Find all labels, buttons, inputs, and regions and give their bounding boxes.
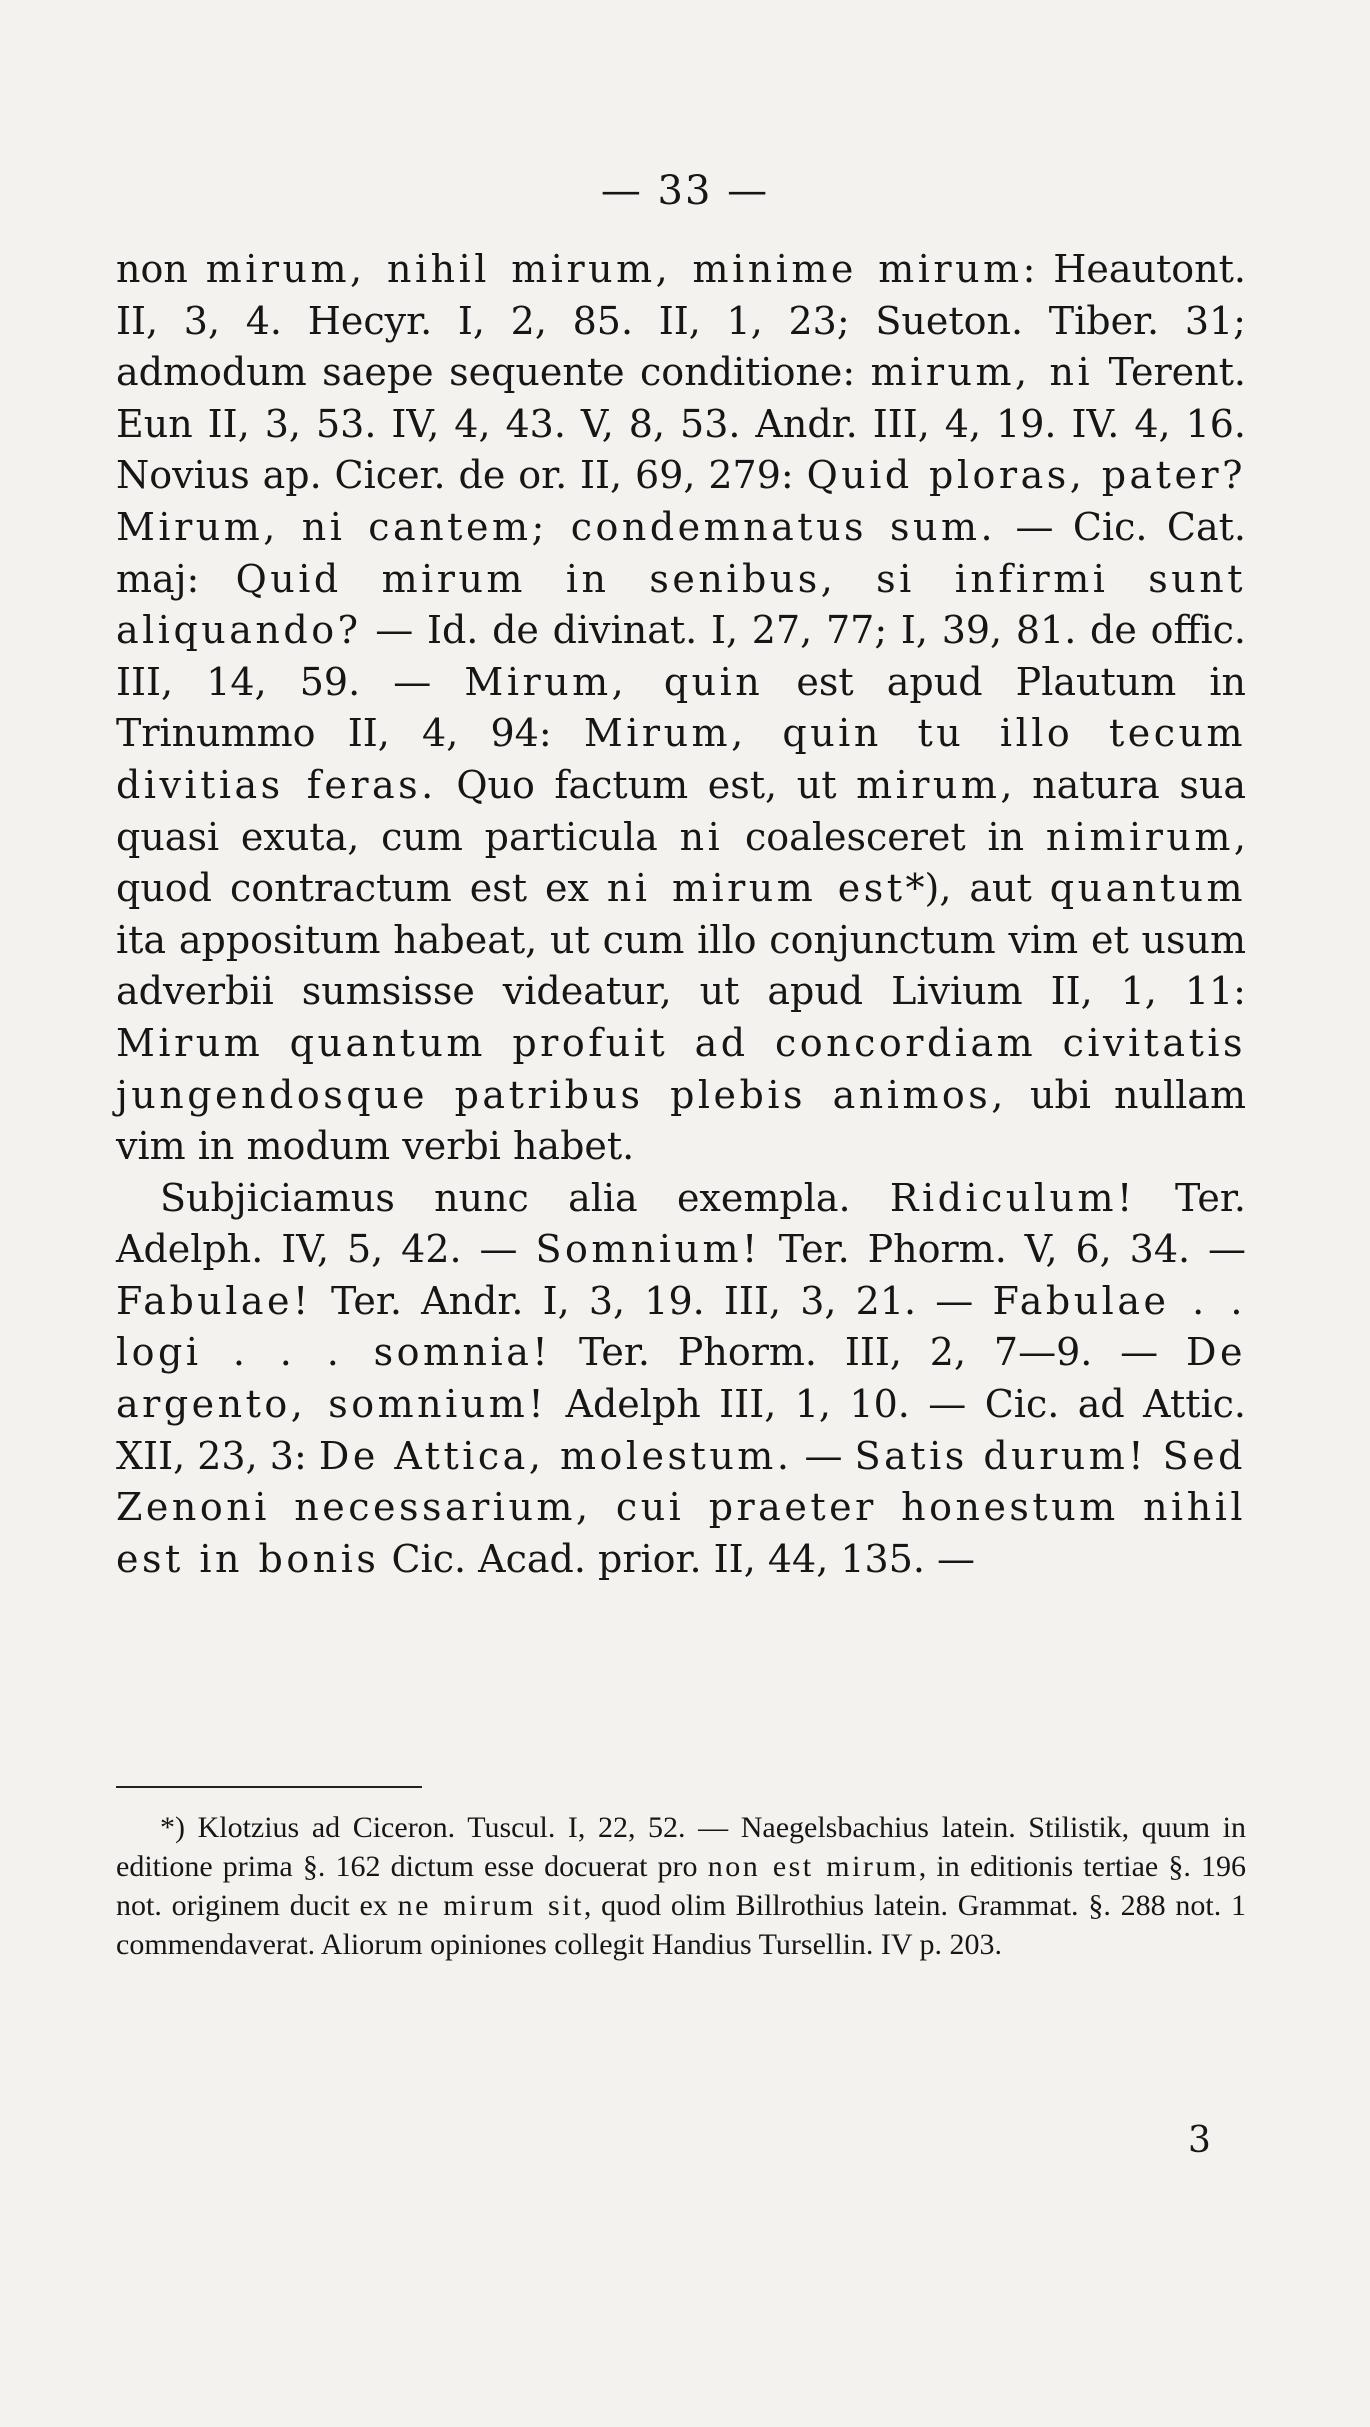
page-number-header: — 33 — bbox=[600, 168, 770, 214]
text-run: Quo factum est, ut bbox=[436, 762, 857, 807]
text-run: *) Klotzius ad Ciceron. Tuscul. I, 22, 52. — Naegelsbachius latein. Stilistik, quum in editione prima §. 162 dictum esse docuerat pro bbox=[116, 1811, 1246, 1883]
footnote-divider bbox=[116, 1786, 422, 1788]
text-run: coalesceret in bbox=[723, 814, 1046, 859]
text-run: Subjiciamus nunc alia exempla. bbox=[160, 1175, 890, 1220]
spaced-text: Fabulae . . logi . . . somnia! bbox=[116, 1278, 1246, 1375]
text-run: Ter. Phorm. V, 6, 34. — bbox=[760, 1227, 1246, 1272]
spaced-text: De Attica, molestum. bbox=[318, 1433, 793, 1478]
text-run: Ter. Andr. I, 3, 19. III, 3, 21. — bbox=[311, 1278, 993, 1323]
main-text bbox=[116, 244, 1246, 1585]
spaced-text: Somnium! bbox=[535, 1227, 761, 1272]
text-run: Terent. Eun II, 3, 53. IV, 4, 43. V, 8, 53. Andr. III, 4, 19. IV. 4, 16. Novius ap. Cicer. de or. II, 69, 279: bbox=[116, 350, 1246, 498]
text-run: : Heautont. II, 3, 4. Hecyr. I, 2, 85. II, 1, 23; Sueton. Tiber. 31; admodum saepe sequente conditione: bbox=[116, 247, 1246, 395]
spaced-text: ni bbox=[679, 814, 724, 859]
text-run: , quod olim Billrothius latein. Grammat. §. 288 not. 1 commendaverat. Aliorum opiniones collegit Handius Tursellin. IV p. 203. bbox=[116, 1889, 1247, 1961]
spaced-text: Quid ploras, pater? Mirum, ni cantem; condemnatus sum. bbox=[116, 453, 1246, 549]
signature-mark: 3 bbox=[1188, 2120, 1211, 2161]
spaced-text: Mirum quantum profuit ad concordiam civitatis jungendosque patribus plebis animos, bbox=[116, 1020, 1246, 1117]
spaced-text: Ridiculum! bbox=[889, 1175, 1136, 1220]
text-run: , in editionis tertiae §. 196 not. originem ducit ex bbox=[116, 1850, 1246, 1922]
text-run: , quod contractum est ex bbox=[116, 814, 1246, 911]
spaced-text: Satis durum! Sed Zenoni necessarium, cui praeter honestum nihil est in bonis bbox=[116, 1433, 1246, 1581]
spaced-text: Fabulae! bbox=[116, 1278, 312, 1323]
text-run: ita appositum habeat, ut cum illo conjunctum vim et usum adverbii sumsisse videatur, ut apud Livium II, 1, 11: bbox=[116, 917, 1246, 1014]
spaced-text: mirum, nihil mirum, minime mirum bbox=[205, 247, 1023, 291]
text-run: est apud Plautum in Trinummo II, 4, 94: bbox=[116, 659, 1246, 756]
text-run: , natura sua quasi exuta, cum particula bbox=[116, 762, 1247, 859]
text-run: non bbox=[116, 247, 206, 291]
spaced-text: non est mirum bbox=[707, 1850, 919, 1883]
text-run: Adelph III, 1, 10. — Cic. ad Attic. XII, 23, 3: bbox=[116, 1382, 1246, 1478]
footnote-paragraph bbox=[116, 1808, 1246, 1964]
text-run: — Id. de divinat. I, 27, 77; I, 39, 81. de offic. III, 14, 59. — bbox=[116, 608, 1246, 704]
spaced-text: nimirum bbox=[1045, 814, 1234, 859]
spaced-text: quantum bbox=[1049, 866, 1246, 911]
text-run: *), aut bbox=[905, 866, 1050, 911]
spaced-text: Mirum, quin bbox=[464, 659, 764, 704]
spaced-text: Mirum, quin tu illo tecum divitias feras. bbox=[116, 711, 1247, 807]
spaced-text: Quid mirum in senibus, si infirmi sunt aliquando? bbox=[116, 556, 1246, 653]
text-run: — bbox=[792, 1433, 855, 1478]
spaced-text: ni mirum est bbox=[606, 866, 906, 911]
text-run: — Cic. Cat. maj: bbox=[116, 504, 1246, 601]
text-run: Cic. Acad. prior. II, 44, 135. — bbox=[379, 1536, 976, 1581]
text-run: ubi nullam vim in modum verbi habet. bbox=[116, 1072, 1246, 1169]
paragraph-2 bbox=[116, 1173, 1246, 1586]
spaced-text: mirum bbox=[856, 762, 1001, 807]
spaced-text: ne mirum sit bbox=[397, 1889, 584, 1922]
spaced-text: De argento, somnium! bbox=[116, 1330, 1246, 1427]
text-run: Ter. Phorm. III, 2, 7—9. — bbox=[551, 1330, 1187, 1375]
spaced-text: mirum, ni bbox=[870, 350, 1094, 395]
paragraph-1 bbox=[116, 244, 1246, 1173]
text-run: Ter. Adelph. IV, 5, 42. — bbox=[116, 1175, 1246, 1272]
footnote bbox=[116, 1808, 1246, 1964]
